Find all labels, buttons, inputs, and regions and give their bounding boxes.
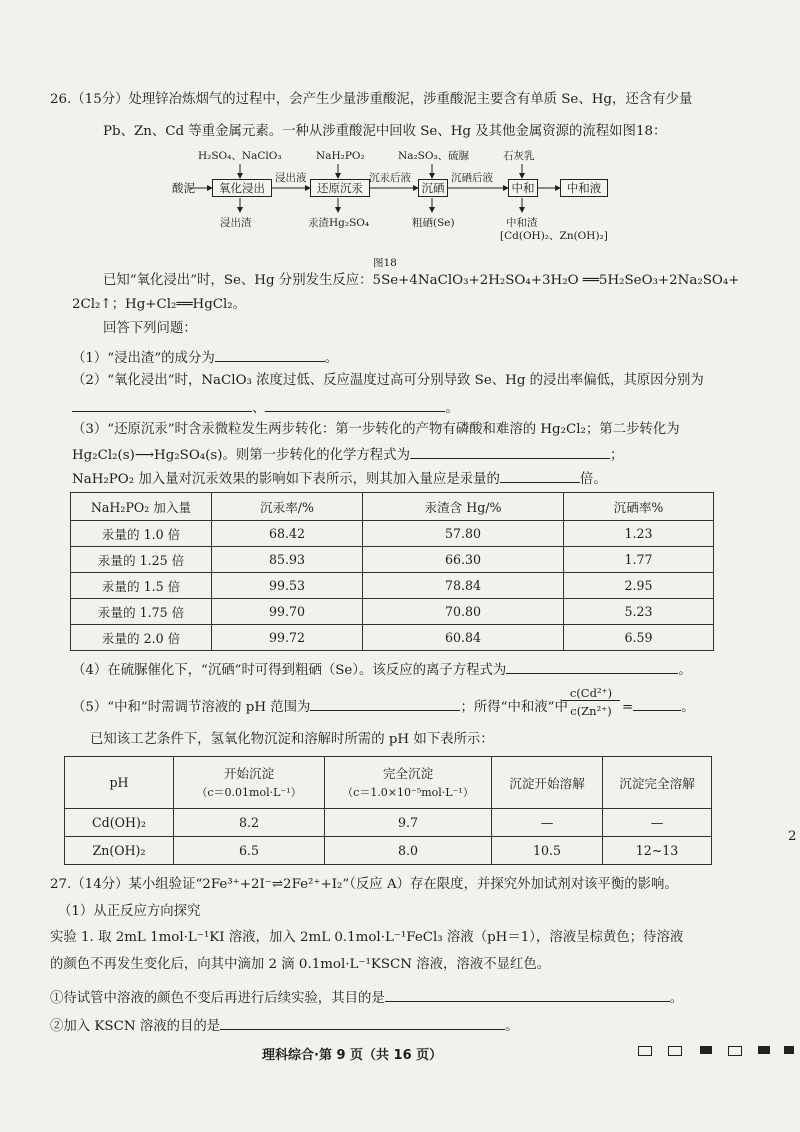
- q27-q1-blank[interactable]: [385, 988, 670, 1002]
- q26-part-1: [72, 348, 338, 367]
- figure-caption: 图18: [373, 257, 397, 269]
- flow-residue-5: [Cd(OH)₂、Zn(OH)₂]: [500, 230, 608, 242]
- q26-part-2-blank-1[interactable]: [72, 398, 252, 412]
- table-cell: 78.84: [363, 573, 564, 599]
- table-row: [71, 573, 714, 599]
- known-ph-note: 已知该工艺条件下，氢氧化物沉淀和溶解时所需的 pH 如下表所示：: [90, 732, 494, 747]
- q26-part-4: [72, 660, 692, 679]
- q26-part-5-end: 。: [681, 700, 695, 715]
- table2-header-dis-full: 沉淀完全溶解: [603, 757, 712, 809]
- flow-reagent-3: Na₂SO₃、硫脲: [398, 150, 470, 162]
- table-cell: 99.70: [212, 599, 363, 625]
- answer-prompt: 回答下列问题：: [103, 321, 197, 336]
- footer-marker-filled: [758, 1046, 770, 1054]
- q26-header: 26.（15分）处理锌冶炼烟气的过程中，会产生少量涉重酸泥，涉重酸泥主要含有单质 Se、Hg，还含有少量: [50, 92, 693, 107]
- q26-part-2-blank-2[interactable]: [265, 398, 445, 412]
- process-flowchart: [148, 142, 618, 252]
- q27-q1-text: ①待试管中溶液的颜色不变后再进行后续实验，其目的是: [50, 991, 385, 1006]
- q26-part-4-end: 。: [678, 663, 692, 678]
- table-row: [71, 547, 714, 573]
- q26-part-3-line3-text: NaH₂PO₂ 加入量对沉汞效果的影响如下表所示，则其加入量应是汞量的: [72, 472, 500, 487]
- table-cell: 57.80: [363, 521, 564, 547]
- table-cell: 85.93: [212, 547, 363, 573]
- footer-marker-filled: [784, 1046, 794, 1054]
- q26-part-4-text: （4）在硫脲催化下，“沉硒”时可得到粗硒（Se）。该反应的离子方程式为: [72, 663, 507, 678]
- table-cell: 66.30: [363, 547, 564, 573]
- table-row: [71, 521, 714, 547]
- q26-part-3-line2: [72, 445, 623, 464]
- q27-q2-end: 。: [505, 1019, 519, 1034]
- q26-header-2: Pb、Zn、Cd 等重金属元素。一种从涉重酸泥中回收 Se、Hg 及其他金属资源的流程如图18：: [103, 124, 667, 139]
- table-cell: 汞量的 1.0 倍: [71, 521, 212, 547]
- table-cell: 70.80: [363, 599, 564, 625]
- table1-header-row: [71, 493, 714, 521]
- page-footer: 理科综合·第 9 页（共 16 页）: [262, 1048, 443, 1063]
- table-cell: 5.23: [564, 599, 714, 625]
- table-row: [65, 837, 712, 865]
- table2-header-row: [65, 757, 712, 809]
- footer-marker-hollow: [638, 1046, 652, 1056]
- q26-part-5-mid: ；所得“中和液”中: [460, 700, 568, 715]
- q26-part-1-end: 。: [324, 351, 339, 366]
- flow-residue-4: 中和渣: [506, 217, 538, 229]
- q27-q2: [50, 1016, 519, 1035]
- q26-part-5-eq-sign: =: [622, 700, 634, 715]
- q27-q1: [50, 988, 683, 1007]
- table2-header-full-sub: （c＝1.0×10⁻⁵mol·L⁻¹）: [342, 785, 474, 799]
- table-cell: 8.0: [325, 837, 492, 865]
- fraction-numerator: c(Cd²⁺): [562, 686, 620, 701]
- flow-start: 酸泥: [172, 181, 195, 195]
- table2-header-ph: pH: [65, 757, 174, 809]
- table-cell: 9.7: [325, 809, 492, 837]
- table-cell: 8.2: [174, 809, 325, 837]
- table-cell: —: [603, 809, 712, 837]
- q27-q2-text: ②加入 KSCN 溶液的目的是: [50, 1019, 221, 1034]
- q26-part-3-line2-text: Hg₂Cl₂(s)⟶Hg₂SO₄(s)。则第一步转化的化学方程式为: [72, 448, 410, 463]
- q27-header: 27.（14分）某小组验证“2Fe³⁺+2I⁻⇌2Fe²⁺+I₂”（反应 A）存在限度，并探究外加试剂对该平衡的影响。: [50, 877, 678, 892]
- footer-marker-filled: [700, 1046, 712, 1054]
- flow-step-neutralize: 中和: [508, 179, 538, 197]
- q27-exp-line2: 的颜色不再发生变化后，向其中滴加 2 滴 0.1mol·L⁻¹KSCN 溶液，溶液不显红色。: [50, 957, 551, 972]
- q26-part-5-text: （5）“中和”时需调节溶液的 pH 范围为: [72, 700, 311, 715]
- flow-step-hg-reduction: 还原沉汞: [310, 179, 370, 197]
- flow-residue-1: 浸出渣: [220, 217, 252, 229]
- table-cell: 汞量的 1.5 倍: [71, 573, 212, 599]
- flow-residue-2: 汞渣Hg₂SO₄: [308, 217, 370, 229]
- q26-part-5-blank-2[interactable]: [633, 697, 681, 711]
- table-cell: 10.5: [492, 837, 603, 865]
- table1-header: 沉硒率%: [564, 493, 714, 521]
- flow-stream-2: 沉汞后液: [369, 172, 411, 184]
- footer-marker-hollow: [668, 1046, 682, 1056]
- table-nah2po2-effect: [70, 492, 714, 651]
- q27-q2-blank[interactable]: [220, 1016, 505, 1030]
- flow-reagent-2: NaH₂PO₂: [316, 150, 365, 162]
- known-reaction-1: 已知“氧化浸出”时，Se、Hg 分别发生反应：5Se+4NaClO₃+2H₂SO₄+3H₂O ══5H₂SeO₃+2Na₂SO₄+: [103, 273, 740, 288]
- margin-mark: 2: [788, 829, 797, 844]
- table2-header-start-label: 开始沉淀: [223, 765, 275, 781]
- table-cell: Cd(OH)₂: [65, 809, 174, 837]
- q26-part-4-blank[interactable]: [506, 660, 678, 674]
- q26-part-3-line1: （3）“还原沉汞”时含汞微粒发生两步转化：第一步转化的产物有磷酸和难溶的 Hg₂Cl₂；第二步转化为: [72, 422, 680, 437]
- table2-header-full: [325, 757, 492, 809]
- q26-part-5: [72, 697, 568, 716]
- table2-header-start: [174, 757, 325, 809]
- table-row: [65, 809, 712, 837]
- table-cell: 6.59: [564, 625, 714, 651]
- q26-part-5-eq: [622, 697, 695, 716]
- table-cell: 60.84: [363, 625, 564, 651]
- table-cell: 汞量的 2.0 倍: [71, 625, 212, 651]
- flow-stream-3: 沉硒后液: [451, 172, 493, 184]
- q26-part-3-line2-end: ；: [609, 448, 624, 463]
- q26-part-3-blank-2[interactable]: [500, 469, 580, 483]
- q26-part-1-text: （1）“浸出渣”的成分为: [72, 351, 215, 366]
- table-cell: 2.95: [564, 573, 714, 599]
- table-cell: 汞量的 1.75 倍: [71, 599, 212, 625]
- flow-step-neutral-liquid: 中和液: [560, 179, 608, 197]
- known-reaction-2: 2Cl₂↑；Hg+Cl₂══HgCl₂。: [72, 297, 247, 312]
- table2-header-dis-start: 沉淀开始溶解: [492, 757, 603, 809]
- table-cell: 1.23: [564, 521, 714, 547]
- table-cell: 68.42: [212, 521, 363, 547]
- q26-part-3-blank-1[interactable]: [410, 445, 610, 459]
- q26-part-5-blank-1[interactable]: [310, 697, 460, 711]
- flow-residue-3: 粗硒(Se): [412, 217, 455, 229]
- q26-part-3-line3: [72, 469, 607, 488]
- table-row: [71, 599, 714, 625]
- q26-part-2-end: 。: [445, 401, 459, 416]
- q26-part-1-blank[interactable]: [215, 348, 325, 362]
- table-cell: 99.72: [212, 625, 363, 651]
- table-cell: 99.53: [212, 573, 363, 599]
- table-cell: 12~13: [603, 837, 712, 865]
- q27-sub1: （1）从正反应方向探究: [58, 904, 201, 919]
- footer-marker-hollow: [728, 1046, 742, 1056]
- q27-q1-end: 。: [669, 991, 684, 1006]
- table1-header: 沉汞率/%: [212, 493, 363, 521]
- table-row: [71, 625, 714, 651]
- table-cell: —: [492, 809, 603, 837]
- flow-reagent-4: 石灰乳: [503, 150, 535, 162]
- flow-step-oxidation: 氧化浸出: [212, 179, 272, 197]
- table-cell: 6.5: [174, 837, 325, 865]
- table2-header-full-label: 完全沉淀: [382, 765, 434, 781]
- q26-part-2-sep: 、: [252, 401, 266, 416]
- table2-header-start-sub: （c＝0.01mol·L⁻¹）: [196, 785, 302, 799]
- flow-step-se-precip: 沉硒: [418, 179, 448, 197]
- table-cell: 汞量的 1.25 倍: [71, 547, 212, 573]
- q26-part-2-answers: [72, 398, 459, 417]
- flow-reagent-1: H₂SO₄、NaClO₃: [198, 150, 282, 162]
- flow-stream-1: 浸出液: [275, 172, 307, 184]
- q26-part-2: （2）“氧化浸出”时，NaClO₃ 浓度过低、反应温度过高可分别导致 Se、Hg 的浸出率偏低，其原因分别为: [72, 373, 704, 388]
- table-cell: Zn(OH)₂: [65, 837, 174, 865]
- table-cell: 1.77: [564, 547, 714, 573]
- fraction-denominator: c(Zn²⁺): [570, 704, 612, 718]
- q27-exp-line1: 实验 1. 取 2mL 1mol·L⁻¹KI 溶液，加入 2mL 0.1mol·L⁻¹FeCl₃ 溶液（pH＝1），溶液呈棕黄色；待溶液: [50, 930, 684, 945]
- table1-header: 汞渣含 Hg/%: [363, 493, 564, 521]
- q26-part-3-line3-end: 倍。: [579, 472, 607, 487]
- table1-header: NaH₂PO₂ 加入量: [71, 493, 212, 521]
- table-hydroxide-ph: [64, 756, 712, 865]
